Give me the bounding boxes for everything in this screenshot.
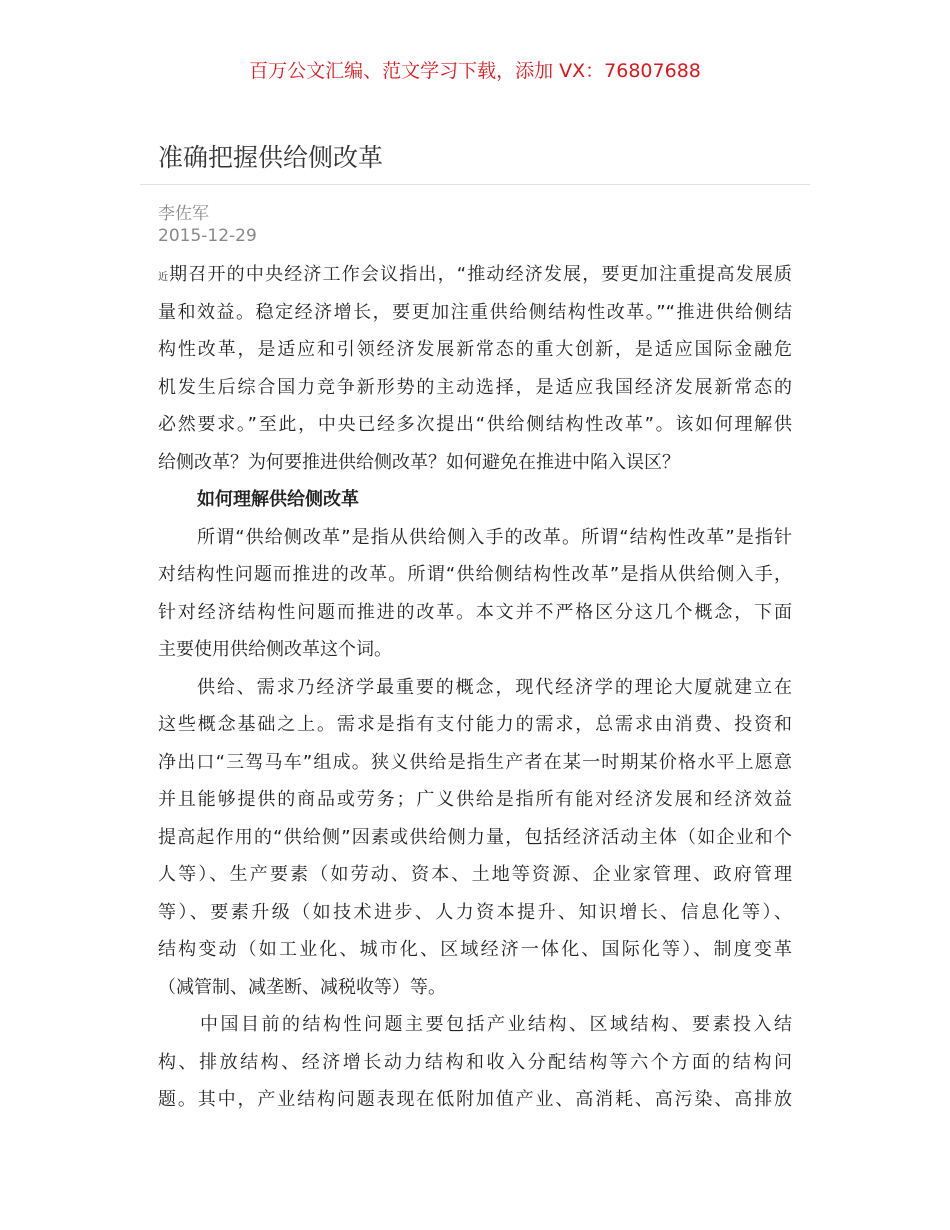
line-text: 对结构性问题而推进的改革。所谓“供给侧结构性改革”是指从供给侧入手，	[158, 564, 792, 585]
publish-date: 2015-12-29	[158, 226, 257, 246]
text-line	[158, 331, 792, 369]
line-text: 人等）、生产要素（如劳动、资本、土地等资源、企业家管理、政府管理	[158, 864, 792, 885]
byline	[158, 203, 257, 247]
line-text: 针对经济结构性问题而推进的改革。本文并不严格区分这几个概念，下面	[158, 601, 792, 623]
text-line	[158, 744, 792, 782]
line-text: 结构变动（如工业化、城市化、区域经济一体化、国际化等）、制度变革	[158, 939, 792, 960]
line-text: 等）、要素升级（如技术进步、人力资本提升、知识增长、信息化等）、	[158, 901, 792, 923]
line-text: 主要使用供给侧改革这个词。	[158, 639, 392, 660]
text-line	[158, 406, 792, 444]
text-line	[158, 256, 792, 294]
page-title: 准确把握供给侧改革	[158, 143, 384, 172]
line-text: 必然要求。”至此，中央已经多次提出“供给侧结构性改革”。该如何理解供	[158, 414, 792, 435]
paragraph	[158, 1006, 792, 1119]
author-name: 李佐军	[158, 204, 209, 224]
line-text: 如何理解供给侧改革	[197, 489, 359, 510]
line-text: 期召开的中央经济工作会议指出，“推动经济发展，要更加注重提高发展质	[169, 264, 792, 285]
line-text: 机发生后综合国力竞争新形势的主动选择，是适应我国经济发展新常态的	[158, 376, 792, 398]
text-line	[158, 669, 792, 707]
text-line	[158, 969, 792, 1007]
article-body	[158, 256, 792, 1119]
line-text: 并且能够提供的商品或劳务；广义供给是指所有能对经济发展和经济效益	[158, 789, 792, 810]
text-line	[158, 481, 792, 519]
text-line	[158, 1006, 792, 1044]
line-text: 给侧改革？为何要推进供给侧改革？如何避免在推进中陷入误区？	[158, 451, 680, 473]
line-text: 构、排放结构、经济增长动力结构和收入分配结构等六个方面的结构问	[158, 1051, 792, 1073]
text-line	[158, 856, 792, 894]
text-line	[158, 594, 792, 632]
watermark-banner: 百万公文汇编、范文学习下载，添加 VX：76807688	[249, 60, 701, 82]
section-heading	[158, 481, 792, 519]
line-text: 供给、需求乃经济学最重要的概念，现代经济学的理论大厦就建立在	[197, 676, 792, 698]
text-line	[158, 1044, 792, 1082]
text-line	[158, 706, 792, 744]
text-line	[158, 294, 792, 332]
text-line	[158, 931, 792, 969]
text-line	[158, 519, 792, 557]
paragraph	[158, 256, 792, 481]
line-text: 这些概念基础之上。需求是指有支付能力的需求，总需求由消费、投资和	[158, 714, 792, 735]
line-text: 提高起作用的“供给侧”因素或供给侧力量，包括经济活动主体（如企业和个	[158, 826, 792, 848]
text-line	[158, 781, 792, 819]
divider	[140, 184, 810, 185]
text-line	[158, 631, 792, 669]
line-text: 题。其中，产业结构问题表现在低附加值产业、高消耗、高污染、高排放	[158, 1089, 792, 1110]
line-text: 中国目前的结构性问题主要包括产业结构、区域结构、要素投入结	[200, 1014, 792, 1035]
paragraph	[158, 669, 792, 1007]
text-line	[158, 819, 792, 857]
text-line	[158, 369, 792, 407]
text-line	[158, 894, 792, 932]
paragraph	[158, 519, 792, 669]
line-text: 净出口“三驾马车”组成。狭义供给是指生产者在某一时期某价格水平上愿意	[158, 751, 792, 773]
line-text: 量和效益。稳定经济增长，要更加注重供给侧结构性改革。”“推进供给侧结	[158, 301, 792, 323]
line-text: 所谓“供给侧改革”是指从供给侧入手的改革。所谓“结构性改革”是指针	[197, 526, 792, 548]
text-line	[158, 556, 792, 594]
line-text: （减管制、减垄断、减税收等）等。	[158, 976, 446, 998]
line-text: 构性改革，是适应和引领经济发展新常态的重大创新，是适应国际金融危	[158, 339, 792, 360]
text-line	[158, 1081, 792, 1119]
text-line	[158, 444, 792, 482]
lead-char: 近	[158, 272, 170, 283]
